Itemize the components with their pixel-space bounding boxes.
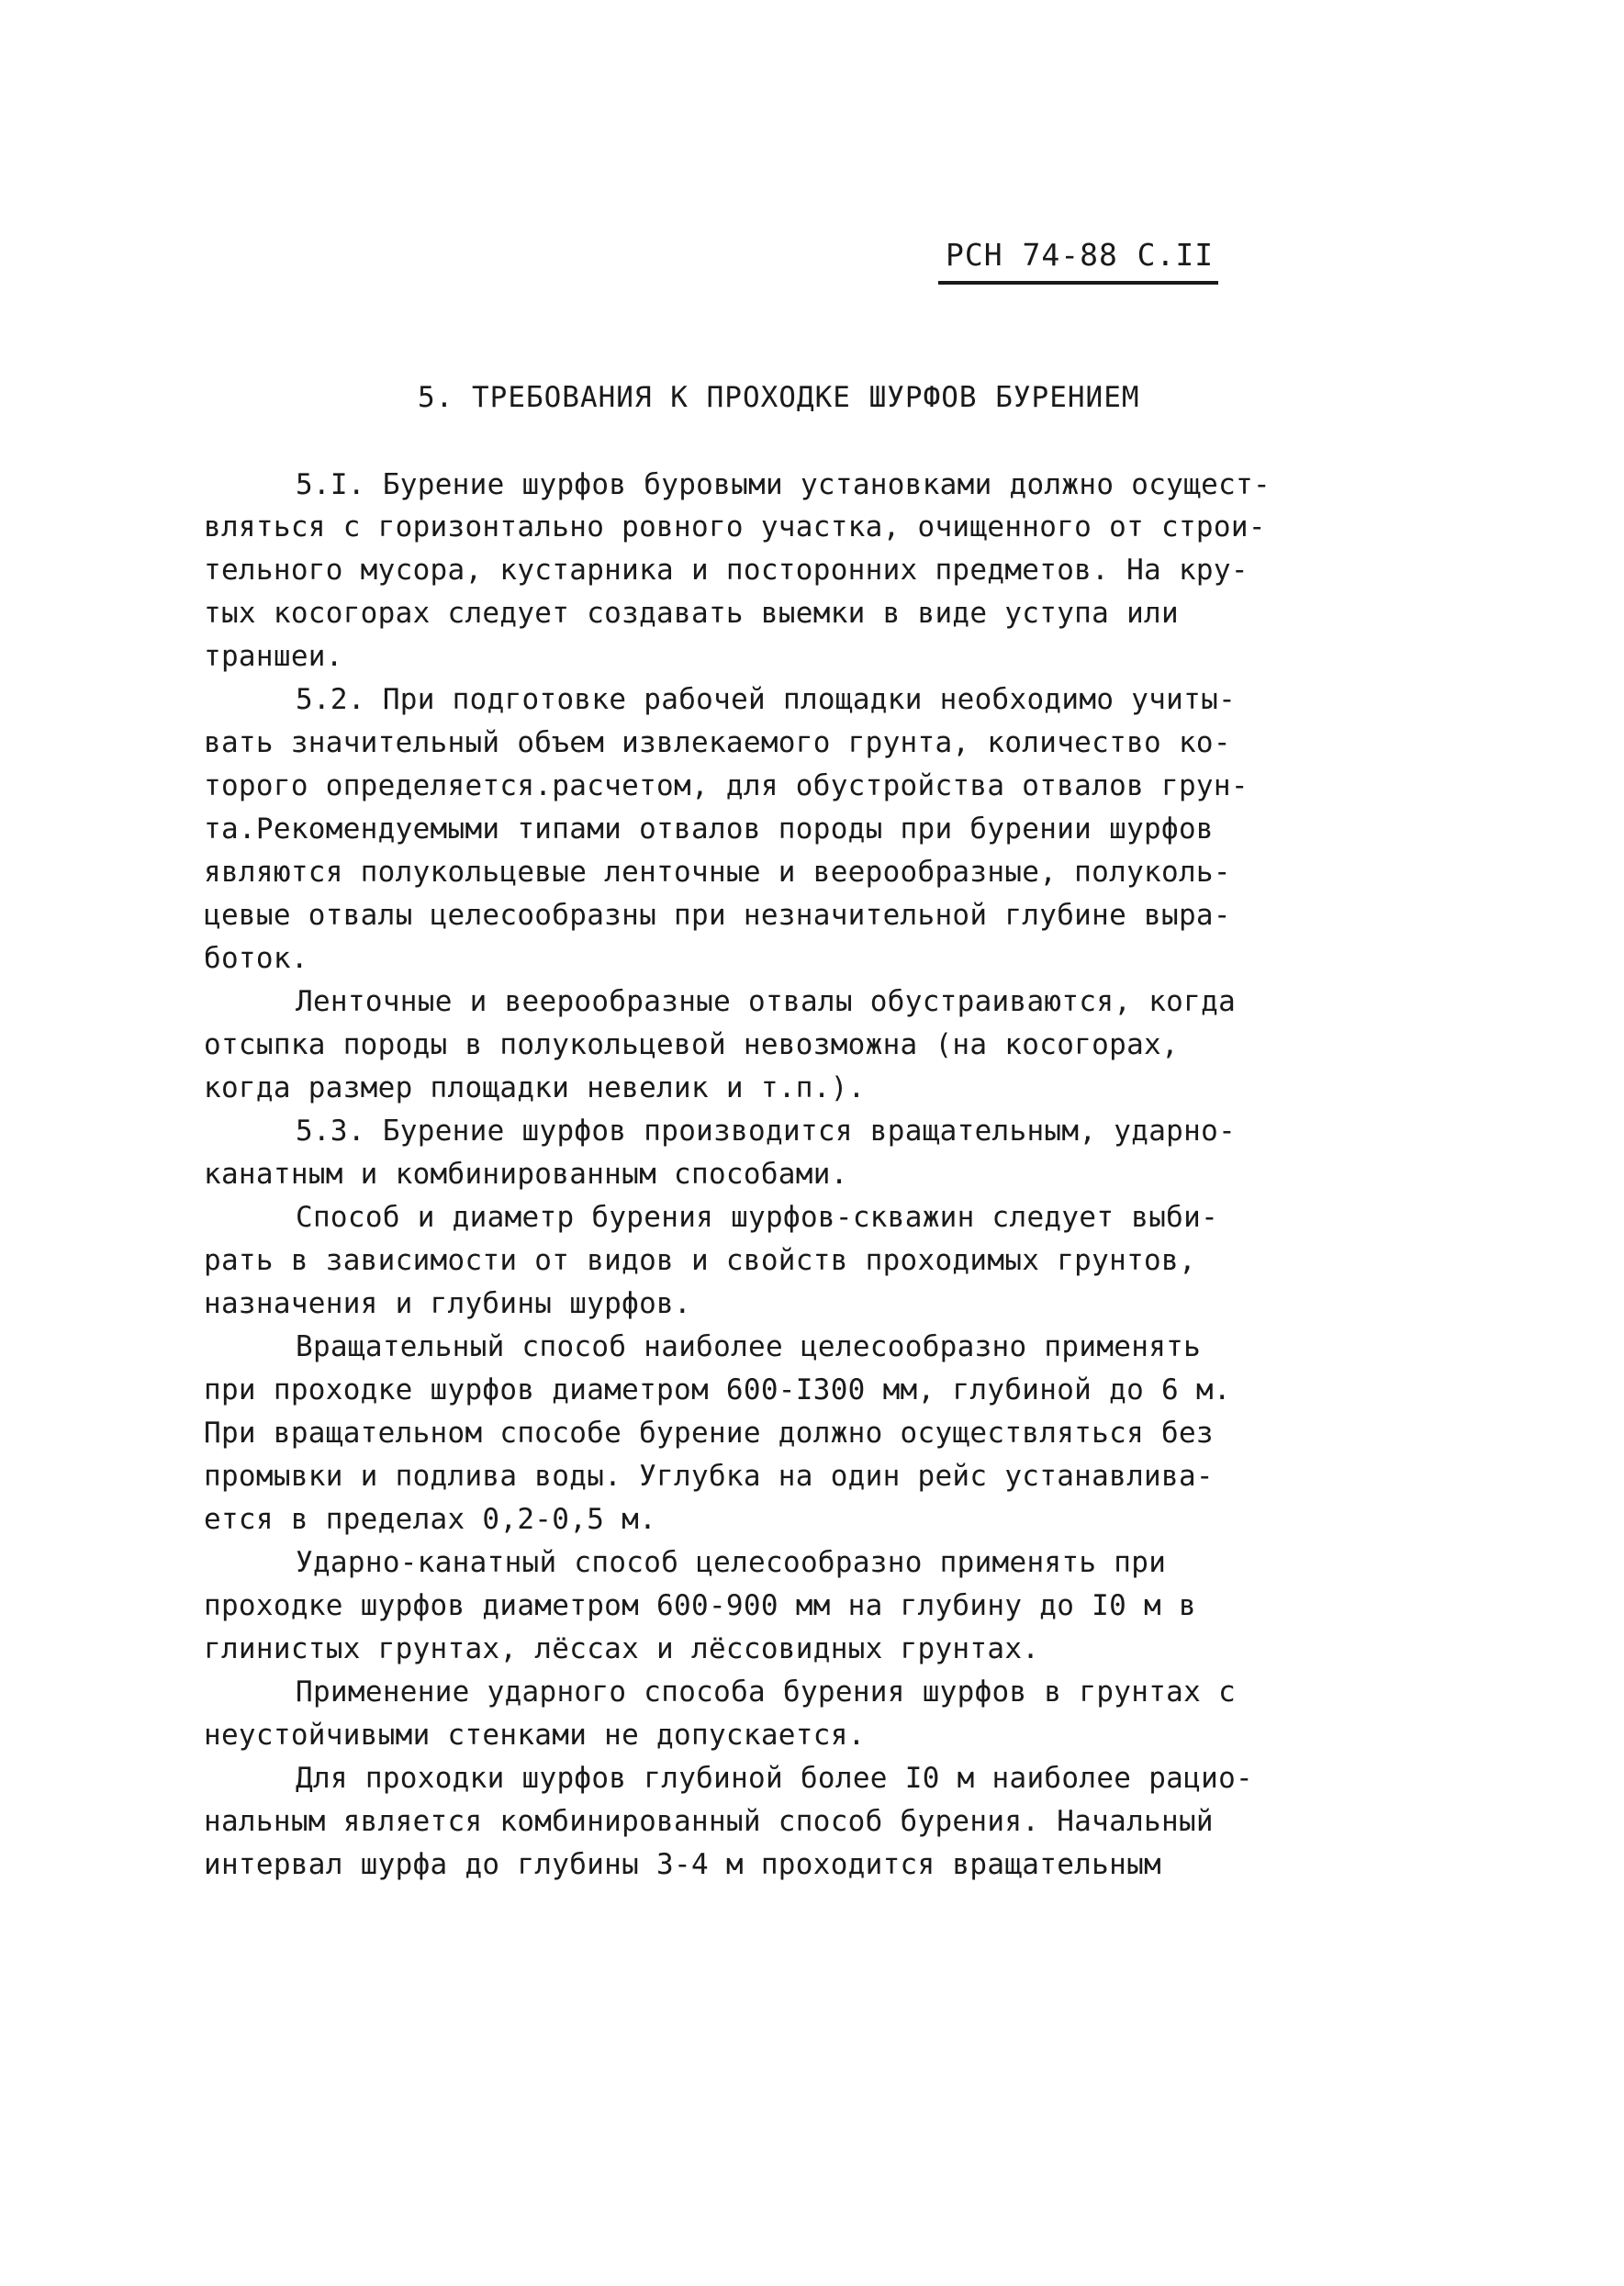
header-underline	[938, 281, 1218, 285]
text-line: неустойчивыми стенками не допускается.	[204, 1719, 866, 1752]
text-line: вать значительный объем извлекаемого грунта, количество ко-	[204, 726, 1231, 759]
text-line: Для проходки шурфов глубиной более I0 м наиболее рацио-	[296, 1762, 1253, 1795]
text-line: Ленточные и веерообразные отвалы обустраиваются, когда	[296, 985, 1237, 1018]
text-line: рать в зависимости от видов и свойств проходимых грунтов,	[204, 1244, 1196, 1277]
text-line: вляться с горизонтально ровного участка, очищенного от строи-	[204, 510, 1266, 543]
text-line: Ударно-канатный способ целесообразно применять при	[296, 1546, 1167, 1579]
text-line: Вращательный способ наиболее целесообразно применять	[296, 1330, 1202, 1363]
text-line: промывки и подлива воды. Углубка на один рейс устанавлива-	[204, 1460, 1214, 1493]
text-line: отсыпка породы в полукольцевой невозможна (на косогорах,	[204, 1028, 1179, 1061]
text-line: тельного мусора, кустарника и посторонних предметов. На кру-	[204, 554, 1249, 587]
text-line: являются полукольцевые ленточные и веерообразные, полуколь-	[204, 856, 1231, 889]
text-line: нальным является комбинированный способ бурения. Начальный	[204, 1805, 1214, 1838]
text-line: Применение ударного способа бурения шурфов в грунтах с	[296, 1675, 1237, 1709]
text-line: 5.3. Бурение шурфов производится вращательным, ударно-	[296, 1115, 1237, 1148]
text-line: ется в пределах 0,2-0,5 м.	[204, 1503, 657, 1536]
section-title: 5. ТРЕБОВАНИЯ К ПРОХОДКЕ ШУРФОВ БУРЕНИЕМ	[418, 381, 1140, 414]
text-line: 5.I. Бурение шурфов буровыми установками должно осущест-	[296, 468, 1271, 501]
text-line: глинистых грунтах, лёссах и лёссовидных грунтах.	[204, 1632, 1040, 1665]
text-line: при проходке шурфов диаметром 600-I300 мм, глубиной до 6 м.	[204, 1373, 1231, 1406]
text-line: боток.	[204, 942, 308, 975]
text-line: 5.2. При подготовке рабочей площадки необходимо учиты-	[296, 683, 1237, 716]
text-line: та.Рекомендуемыми типами отвалов породы при бурении шурфов	[204, 812, 1214, 846]
text-line: Способ и диаметр бурения шурфов-скважин следует выби-	[296, 1201, 1219, 1234]
text-line: проходке шурфов диаметром 600-900 мм на глубину до I0 м в	[204, 1589, 1196, 1622]
text-line: торого определяется.расчетом, для обустройства отвалов грун-	[204, 769, 1249, 802]
text-line: интервал шурфа до глубины 3-4 м проходится вращательным	[204, 1848, 1161, 1881]
text-line: канатным и комбинированным способами.	[204, 1158, 848, 1191]
document-reference: РСН 74-88 С.II	[946, 237, 1215, 273]
text-line: когда размер площадки невелик и т.п.).	[204, 1071, 866, 1104]
text-line: тых косогорах следует создавать выемки в виде уступа или	[204, 597, 1179, 630]
text-line: назначения и глубины шурфов.	[204, 1287, 691, 1320]
text-line: траншеи.	[204, 640, 343, 673]
text-line: При вращательном способе бурение должно осуществляться без	[204, 1417, 1214, 1450]
text-line: цевые отвалы целесообразны при незначительной глубине выра-	[204, 899, 1231, 932]
